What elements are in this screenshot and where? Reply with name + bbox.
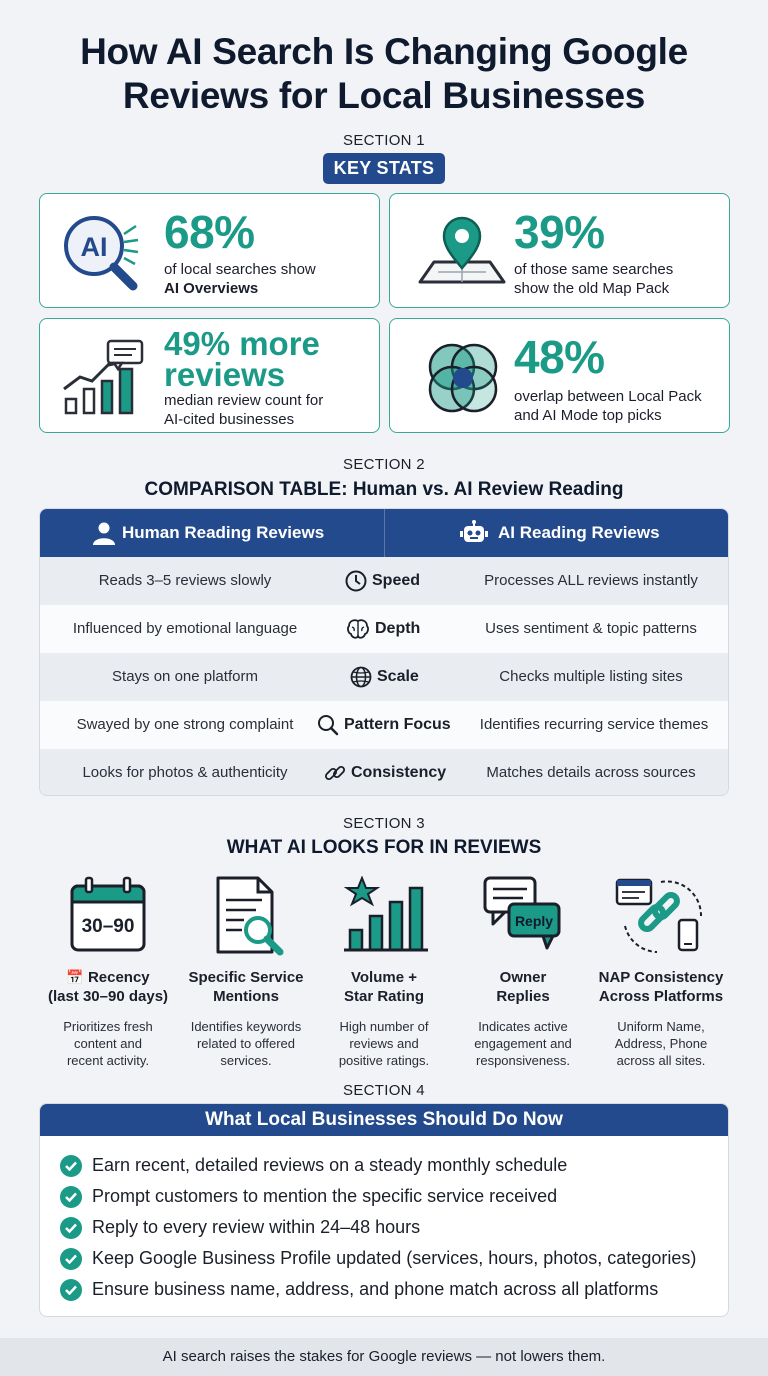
stat-value: 68%: [164, 206, 255, 258]
section-1-label: SECTION 1: [343, 132, 425, 149]
action-list: [60, 1150, 728, 1305]
star-bar-chart-icon: [334, 876, 434, 956]
stat-card-map-pack: [389, 193, 730, 308]
search-icon: [317, 714, 339, 736]
page-title: [0, 30, 768, 118]
stat-card-more-reviews: [39, 318, 380, 433]
feature-desc-line: responsiveness.: [476, 1053, 570, 1068]
aspect-cell: [317, 713, 451, 737]
stat-value: 39%: [514, 206, 605, 258]
table-row: [40, 653, 729, 701]
list-item-text: Earn recent, detailed reviews on a steady monthly schedule: [92, 1155, 568, 1175]
feature-desc-line: related to offered: [196, 1036, 296, 1051]
feature-owner-replies: [449, 876, 597, 1069]
feature-desc-line: Uniform Name,: [617, 1019, 705, 1034]
stat-value: 48%: [514, 331, 605, 383]
section-2-title: COMPARISON TABLE: Human vs. AI Review Reading: [144, 479, 624, 500]
list-item: [60, 1274, 728, 1305]
title-line-2: Reviews for Local Businesses: [122, 75, 646, 116]
venn-diagram-icon: [408, 337, 518, 417]
list-item: [60, 1212, 728, 1243]
growth-chart-icon: [58, 337, 168, 417]
table-row: [40, 605, 729, 653]
stat-desc-line-1: of those same searches: [514, 261, 674, 278]
list-item-text: Keep Google Business Profile updated (services, hours, photos, categories): [92, 1248, 697, 1268]
list-item: [60, 1150, 728, 1181]
feature-name: [34, 968, 182, 1008]
aspect-label: Depth: [375, 620, 421, 637]
feature-desc-line: High number of: [339, 1019, 429, 1034]
brain-icon: [346, 618, 370, 640]
feature-desc-line: Address, Phone: [614, 1036, 708, 1051]
robot-icon: [460, 520, 488, 546]
link-icon: [324, 762, 346, 784]
feature-service-mentions: [172, 876, 320, 1069]
ai-cell: Identifies recurring service themes: [479, 716, 709, 733]
list-item-text: Prompt customers to mention the specific service received: [92, 1186, 558, 1206]
key-stats-pill: KEY STATS: [323, 153, 446, 184]
feature-name-line-2: Mentions: [213, 988, 279, 1005]
feature-desc-line: services.: [220, 1053, 272, 1068]
stat-desc-line-2: AI-cited businesses: [164, 411, 295, 428]
person-icon: [92, 521, 116, 545]
section-3-title: WHAT AI LOOKS FOR IN REVIEWS: [226, 837, 542, 858]
feature-name: [587, 968, 735, 1008]
ai-magnifier-icon: [58, 212, 168, 292]
clock-icon: [345, 570, 367, 592]
feature-name-line-1: [34, 968, 182, 987]
key-stats-pill-wrap: [0, 153, 768, 184]
feature-desc-line: recent activity.: [66, 1053, 150, 1068]
ai-icon-text: AI: [80, 232, 108, 262]
aspect-cell: [345, 569, 420, 593]
stat-desc-line-2: AI Overviews: [164, 280, 259, 297]
aspect-label: Scale: [377, 668, 419, 685]
small-calendar-icon: 📅: [66, 969, 84, 985]
stat-desc-line-1: overlap between Local Pack: [514, 388, 702, 405]
globe-icon: [350, 666, 372, 688]
stat-desc: [164, 391, 323, 429]
ai-cell: Processes ALL reviews instantly: [484, 572, 698, 589]
aspect-label: Speed: [372, 572, 421, 589]
list-item: [60, 1181, 728, 1212]
feature-desc: [172, 1018, 320, 1069]
header-ai: AI Reading Reviews: [498, 523, 660, 542]
stat-desc-line-1: median review count for: [164, 392, 324, 409]
aspect-label: Pattern Focus: [344, 716, 451, 733]
feature-desc-line: positive ratings.: [338, 1053, 430, 1068]
list-item: [60, 1243, 728, 1274]
stat-desc-line-1: of local searches show: [164, 261, 316, 278]
stat-value: [164, 325, 374, 393]
feature-desc-line: engagement and: [474, 1036, 572, 1051]
human-cell: Reads 3–5 reviews slowly: [98, 572, 272, 589]
human-cell: Stays on one platform: [112, 668, 258, 685]
chat-reply-icon: [473, 876, 573, 956]
feature-name-line-1: Specific Service: [188, 969, 304, 986]
stat-value-line-1: 49% more: [164, 325, 320, 362]
stat-value-line-2: reviews: [164, 356, 286, 393]
feature-desc-line: Indicates active: [478, 1019, 568, 1034]
feature-name-line-2: Replies: [496, 988, 550, 1005]
feature-desc: [310, 1018, 458, 1069]
feature-name-line-2: (last 30–90 days): [47, 988, 169, 1005]
section-2-label: SECTION 2: [343, 456, 425, 473]
feature-desc: [587, 1018, 735, 1069]
checkmark-icon: [60, 1186, 82, 1208]
feature-recency: [34, 876, 182, 1069]
checkmark-icon: [60, 1217, 82, 1239]
feature-name-line-1: Volume +: [351, 969, 417, 986]
footer-tagline: AI search raises the stakes for Google reviews — not lowers them.: [0, 1338, 768, 1376]
table-row: [40, 701, 729, 749]
aspect-cell: [350, 665, 419, 689]
feature-desc-line: reviews and: [349, 1036, 419, 1051]
section-4-label: SECTION 4: [343, 1082, 425, 1099]
ai-cell: Matches details across sources: [486, 764, 696, 781]
aspect-cell: [324, 761, 446, 785]
feature-name: [172, 968, 320, 1008]
feature-desc-line: Identifies keywords: [190, 1019, 302, 1034]
feature-desc-line: content and: [74, 1036, 142, 1051]
feature-volume-rating: [310, 876, 458, 1069]
feature-desc: [34, 1018, 182, 1069]
checkmark-icon: [60, 1279, 82, 1301]
aspect-cell: [346, 617, 420, 641]
stat-desc: [514, 387, 702, 425]
aspect-label: Consistency: [351, 764, 447, 781]
stat-desc-line-2: show the old Map Pack: [514, 280, 670, 297]
feature-desc: [449, 1018, 597, 1069]
feature-name-line-1: Owner: [499, 969, 547, 986]
checkmark-icon: [60, 1248, 82, 1270]
calendar-icon: [58, 876, 158, 956]
feature-name-line-1: NAP Consistency: [598, 969, 724, 986]
human-cell: Swayed by one strong complaint: [76, 716, 294, 733]
stat-desc: [514, 260, 673, 298]
title-line-1: How AI Search Is Changing Google: [80, 31, 688, 72]
action-list-title: What Local Businesses Should Do Now: [40, 1104, 728, 1136]
map-pin-icon: [408, 212, 518, 292]
reply-text: Reply: [514, 913, 554, 929]
table-row: [40, 557, 729, 605]
checkmark-icon: [60, 1155, 82, 1177]
action-list-panel: [39, 1103, 729, 1317]
section-3-label: SECTION 3: [343, 815, 425, 832]
stat-card-ai-overviews: [39, 193, 380, 308]
table-row: [40, 749, 729, 796]
table-header: [40, 509, 729, 557]
devices-link-icon: [611, 876, 711, 956]
stat-card-overlap: [389, 318, 730, 433]
list-item-text: Ensure business name, address, and phone match across all platforms: [92, 1279, 659, 1299]
list-item-text: Reply to every review within 24–48 hours: [92, 1217, 421, 1237]
header-human: Human Reading Reviews: [122, 523, 325, 542]
ai-cell: Uses sentiment & topic patterns: [485, 620, 697, 637]
feature-name-text: Recency: [87, 969, 150, 986]
header-divider: [384, 509, 385, 557]
feature-nap-consistency: [587, 876, 735, 1069]
stat-desc-line-2: and AI Mode top picks: [514, 407, 662, 424]
document-search-icon: [196, 876, 296, 956]
calendar-text: 30–90: [81, 916, 135, 937]
human-cell: Looks for photos & authenticity: [82, 764, 288, 781]
feature-name: [310, 968, 458, 1008]
human-cell: Influenced by emotional language: [72, 620, 298, 637]
feature-desc-line: Prioritizes fresh: [63, 1019, 153, 1034]
feature-name-line-2: Across Platforms: [598, 988, 724, 1005]
feature-desc-line: across all sites.: [616, 1053, 706, 1068]
feature-name: [449, 968, 597, 1008]
comparison-table: [39, 508, 729, 796]
ai-cell: Checks multiple listing sites: [499, 668, 683, 685]
feature-name-line-2: Star Rating: [343, 988, 424, 1005]
stat-desc: [164, 260, 316, 298]
